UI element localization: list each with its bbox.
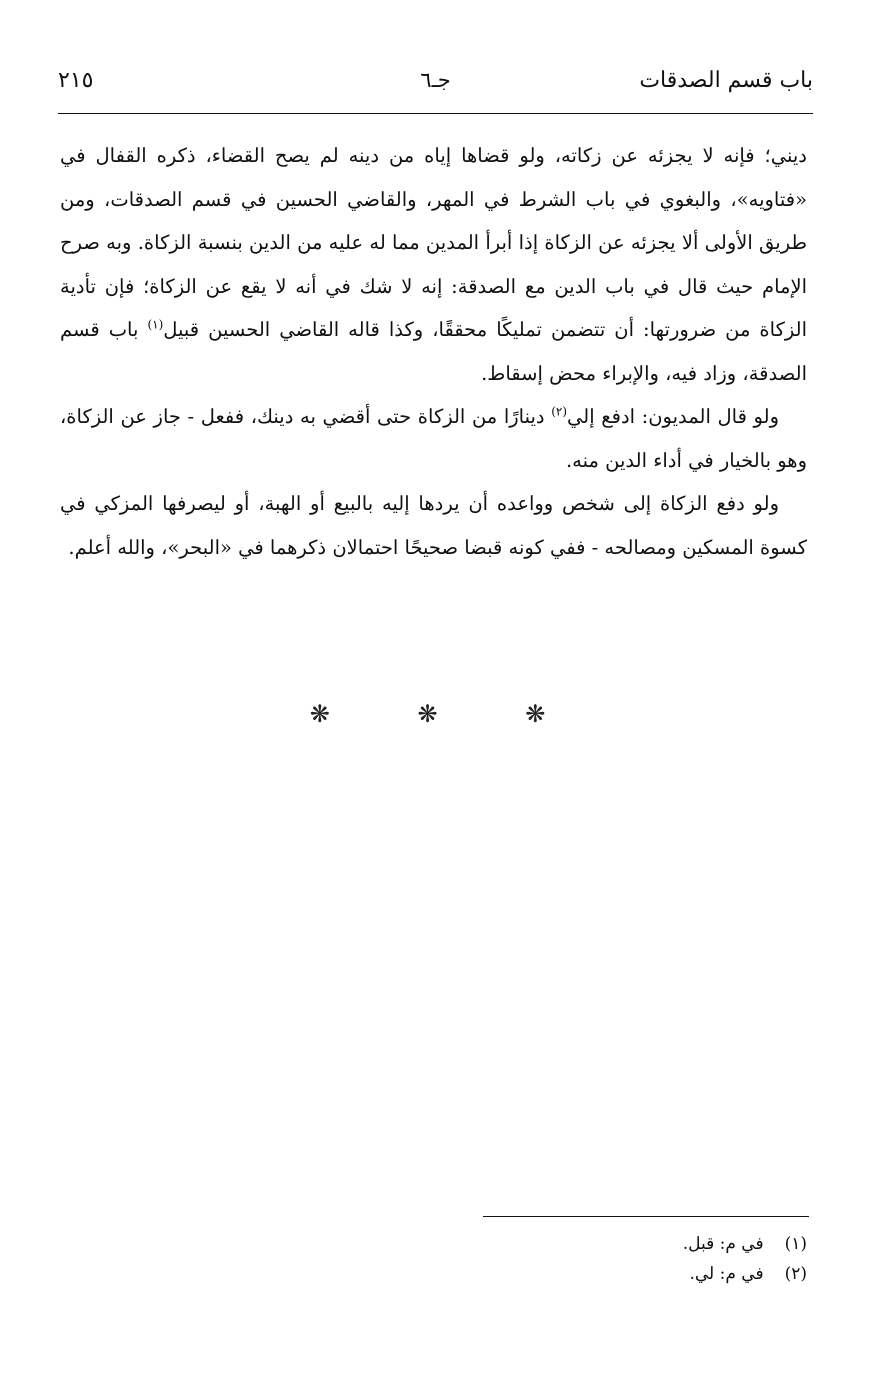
asterism-star-icon: ❋ [417, 700, 468, 728]
paragraph-1-text-b: باب قسم الصدقة، وزاد فيه، والإبراء محض إسقاط. [60, 318, 807, 385]
paragraph-1-text-a: ديني؛ فإنه لا يجزئه عن زكاته، ولو قضاها إياه من دينه لم يصح القضاء، ذكره القفال في «فتاويه»، والبغوي في باب الشرط في المهر، والقاضي الحسين في قسم الصدقات، ومن طريق الأولى ألا يجزئه عن الزكاة إذا أبرأ المدين مما له عليه من الدين بنسبة الزكاة. وبه صرح الإمام حيث قال في باب الدين مع الصدقة: إنه لا شك في أنه لا يقع عن الزكاة؛ فإن تأدية الزكاة من ضرورتها: أن تتضمن تمليكًا محققًا، وكذا قاله القاضي الحسين قبيل [60, 144, 807, 341]
footnote-ref-2: (٢) [551, 404, 568, 419]
footnotes [683, 1229, 807, 1289]
paragraph-2-text-b: دينارًا من الزكاة حتى أقضي به دينك، ففعل - جاز عن الزكاة، وهو بالخيار في أداء الدين منه. [60, 405, 807, 472]
footnote-2 [683, 1259, 807, 1289]
paragraph-1 [60, 134, 807, 395]
paragraph-2 [60, 395, 807, 482]
header-divider [58, 113, 813, 114]
footnote-divider [483, 1216, 809, 1217]
footnote-1 [683, 1229, 807, 1259]
footnote-number: (١) [784, 1234, 807, 1254]
page-number: ٢١٥ [58, 68, 94, 93]
asterism-star-icon: ❋ [309, 700, 360, 728]
paragraph-3: ولو دفع الزكاة إلى شخص وواعده أن يردها إليه بالبيع أو الهبة، أو ليصرفها المزكي في كسوة المسكين ومصالحه - ففي كونه قبضا صحيحًا احتمالان ذكرهما في «البحر»، والله أعلم. [60, 492, 807, 559]
footnote-number: (٢) [784, 1264, 807, 1284]
paragraph-2-text-a: ولو قال المديون: ادفع إلي [567, 405, 779, 428]
footnote-ref-1: (١) [147, 317, 164, 332]
footnote-text: في م: قبل. [682, 1234, 764, 1254]
running-header [58, 64, 813, 104]
asterism-star-icon: ❋ [525, 700, 576, 728]
footnote-text: في م: لي. [689, 1264, 764, 1284]
chapter-title: باب قسم الصدقات [639, 68, 813, 93]
section-ornament [0, 700, 885, 728]
volume-label: جـ٦ [420, 68, 451, 92]
main-text [60, 134, 807, 569]
